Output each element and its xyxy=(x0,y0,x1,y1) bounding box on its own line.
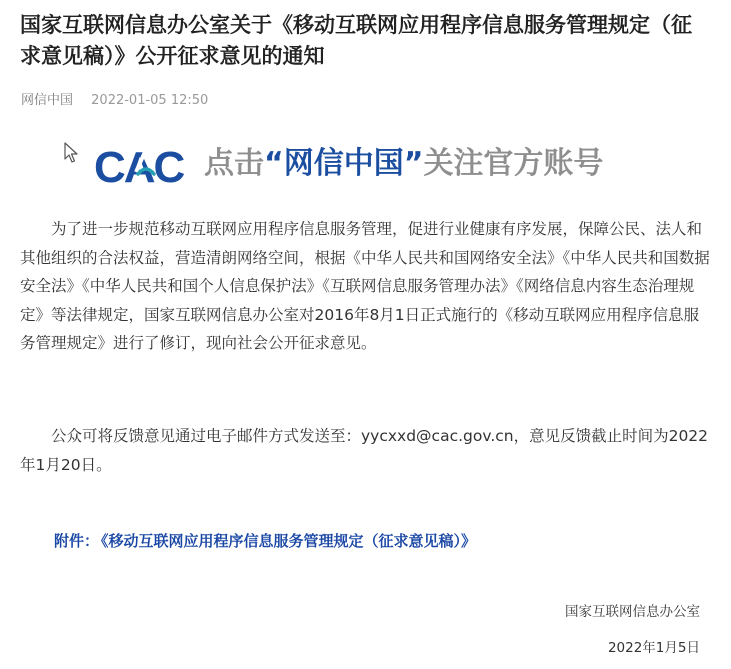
attachment-line xyxy=(54,529,476,553)
cac-logo-icon xyxy=(92,142,202,190)
body-paragraph-1: 为了进一步规范移动互联网应用程序信息服务管理，促进行业健康有序发展，保障公民、法人和其他组织的合法权益，营造清朗网络空间，根据《中华人民共和国网络安全法》《中华人民共和国数据安全法》《中华人民共和国个人信息保护法》《互联网信息服务管理办法》《网络信息内容生态治理规定》等法律规定，国家互联网信息办公室对2016年8月1日正式施行的《移动互联网应用程序信息服务管理规定》进行了修订，现向社会公开征求意见。 xyxy=(20,220,710,352)
banner-text-after: 关注官方账号 xyxy=(423,146,604,181)
attachment-link[interactable]: 《移动互联网应用程序信息服务管理规定（征求意见稿）》 xyxy=(101,532,477,550)
article-title: 国家互联网信息办公室关于《移动互联网应用程序信息服务管理规定（征求意见稿）》公开征求意见的通知 xyxy=(20,13,692,68)
article-source[interactable]: 网信中国 xyxy=(21,93,74,108)
mouse-cursor-icon xyxy=(64,142,80,164)
banner-account-name: “网信中国” xyxy=(264,146,424,181)
banner-text-before: 点击 xyxy=(204,146,264,181)
body-paragraph-2: 公众可将反馈意见通过电子邮件方式发送至：yycxxd@cac.gov.cn，意见反馈截止时间为2022年1月20日。 xyxy=(20,427,709,474)
follow-banner[interactable] xyxy=(64,138,644,194)
attachment-label: 附件： xyxy=(54,532,100,550)
publish-time: 2022-01-05 12:50 xyxy=(91,93,209,108)
cac-logo-text: CAC xyxy=(94,143,184,190)
signature-organization: 国家互联网信息办公室 xyxy=(565,604,700,620)
signature-date: 2022年1月5日 xyxy=(607,640,700,656)
banner-text xyxy=(204,144,603,184)
article-meta xyxy=(21,92,208,110)
